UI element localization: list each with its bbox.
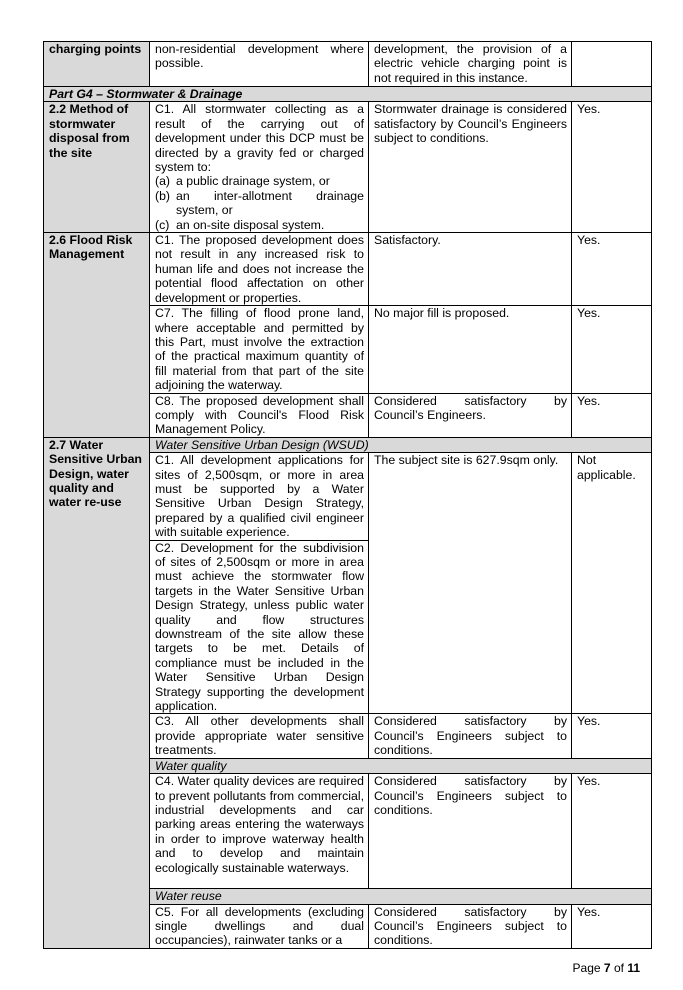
- control-cell: C3. All other developments shall provide appropriate water sensitive treatments.: [150, 714, 369, 758]
- comment-cell: Considered satisfactory by Council’s Engineers.: [369, 393, 572, 437]
- table-row: [44, 233, 652, 306]
- control-cell: C2. Development for the subdivision of sites of 2,500sqm or more in area must achieve the stormwater flow targets in the Water Sensitive Urban Design Strategy, unless public water quality and flow structures downstream of the site allow these targets to be met. Details of compliance must be included in the Water Sensitive Urban Design Strategy supporting the development application.: [150, 540, 369, 714]
- comment-cell: development, the provision of a electric vehicle charging point is not required in this instance.: [369, 42, 572, 87]
- complies-cell: [572, 42, 652, 87]
- complies-cell: Yes.: [572, 774, 652, 889]
- complies-cell: Not applicable.: [572, 453, 652, 714]
- list-item: [155, 218, 364, 232]
- comment-cell: Considered satisfactory by Council’s Engineers subject to conditions.: [369, 904, 572, 948]
- complies-cell: Yes.: [572, 306, 652, 393]
- list-item: [155, 174, 364, 188]
- comment-cell: Stormwater drainage is considered satisfactory by Council’s Engineers subject to conditions.: [369, 102, 572, 233]
- category-cell: charging points: [44, 42, 150, 87]
- control-cell: C1. All development applications for sites of 2,500sqm, or more in area must be supported by a Water Sensitive Urban Design Strategy, prepared by a qualified civil engineer with suitable experience.: [150, 453, 369, 540]
- comment-cell: Considered satisfactory by Council’s Engineers subject to conditions.: [369, 714, 572, 758]
- page-total: 11: [627, 961, 640, 975]
- complies-cell: Yes.: [572, 393, 652, 437]
- page-of-label: of: [613, 961, 624, 975]
- subheading: Water quality: [150, 758, 652, 773]
- category-cell: 2.7 Water Sensitive Urban Design, water quality and water re-use: [44, 437, 150, 948]
- complies-cell: Yes.: [572, 102, 652, 233]
- page-label: Page: [572, 961, 601, 975]
- subheading: Water Sensitive Urban Design (WSUD): [150, 437, 652, 452]
- page-number: 7: [603, 961, 611, 975]
- complies-cell: Yes.: [572, 714, 652, 758]
- control-cell: C8. The proposed development shall comply with Council's Flood Risk Management Policy.: [150, 393, 369, 437]
- control-text: C1. All stormwater collecting as a result of the carrying out of development under this DCP must be directed by a gravity fed or charged system to:: [155, 102, 364, 175]
- control-cell: C4. Water quality devices are required to prevent pollutants from commercial, industrial developments and car parking areas entering the waterways in order to improve waterway health and to develop and maintain ecologically sustainable waterways.: [150, 774, 369, 889]
- control-cell: non-residential development where possible.: [150, 42, 369, 87]
- comment-cell: Satisfactory.: [369, 233, 572, 306]
- control-cell: C5. For all developments (excluding single dwellings and dual occupancies), rainwater tanks or a: [150, 904, 369, 948]
- dcp-compliance-table: [43, 41, 652, 949]
- section-heading-row: [44, 87, 652, 102]
- list-marker: (b): [155, 188, 171, 203]
- control-cell: C1. The proposed development does not result in any increased risk to human life and does not increase the potential flood affectation on other development or properties.: [150, 233, 369, 306]
- control-cell: [150, 102, 369, 233]
- table-row: [44, 102, 652, 233]
- page-footer: [573, 961, 640, 975]
- list-marker: (c): [155, 217, 170, 232]
- subheading-row: [44, 437, 652, 452]
- complies-cell: Yes.: [572, 904, 652, 948]
- comment-cell: No major fill is proposed.: [369, 306, 572, 393]
- table-row: [44, 42, 652, 87]
- list-text: an inter-allotment drainage system, or: [176, 188, 364, 218]
- comment-cell: The subject site is 627.9sqm only.: [369, 453, 572, 714]
- subheading: Water reuse: [150, 889, 652, 904]
- complies-cell: Yes.: [572, 233, 652, 306]
- list-item: [155, 189, 364, 218]
- list-marker: (a): [155, 174, 171, 189]
- section-heading: Part G4 – Stormwater & Drainage: [44, 87, 652, 102]
- comment-cell: Considered satisfactory by Council’s Engineers subject to conditions.: [369, 774, 572, 889]
- category-cell: 2.6 Flood Risk Management: [44, 233, 150, 438]
- category-cell: 2.2 Method of stormwater disposal from the site: [44, 102, 150, 233]
- list-text: an on-site disposal system.: [176, 217, 325, 232]
- list-text: a public drainage system, or: [176, 174, 330, 189]
- control-cell: C7. The filling of flood prone land, where acceptable and permitted by this Part, must involve the extraction of the practical maximum quantity of fill material from that part of the site adjoining the waterway.: [150, 306, 369, 393]
